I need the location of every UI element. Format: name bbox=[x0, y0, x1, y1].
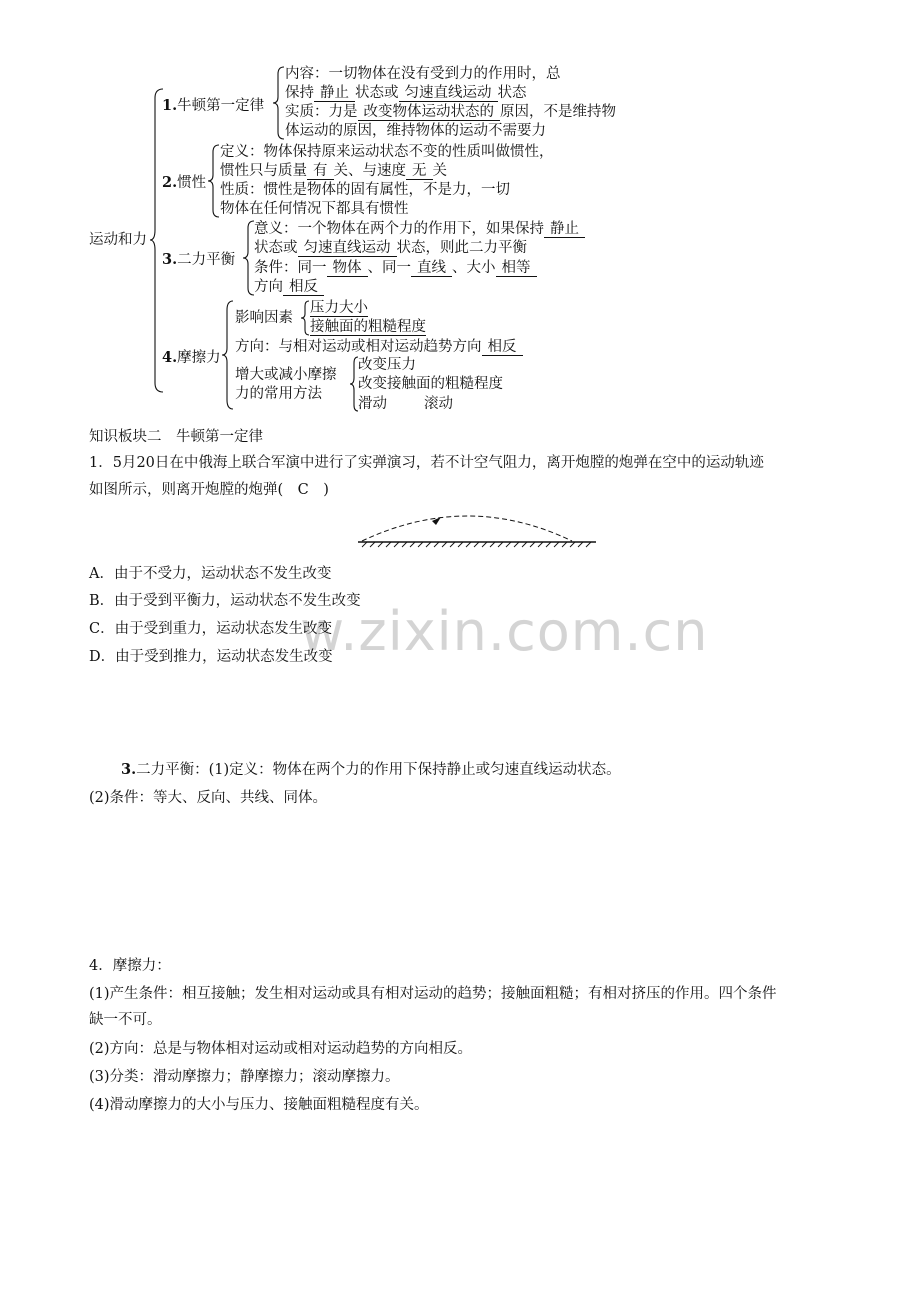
question-stem-2: 如图所示，则离开炮膛的炮弹( C ) bbox=[89, 482, 329, 498]
newton-line4: 体运动的原因，维持物体的运动不需要力 bbox=[285, 123, 546, 139]
inertia-line1: 定义：物体保持原来运动状态不变的性质叫做惯性， bbox=[220, 144, 554, 160]
blank-has: 有 bbox=[307, 163, 334, 180]
friction-brace bbox=[222, 300, 234, 410]
text: 状态，则此二力平衡 bbox=[396, 240, 527, 256]
friction-num: 4. bbox=[162, 349, 178, 366]
inertia-brace bbox=[208, 144, 220, 218]
factor-pressure bbox=[310, 299, 368, 318]
note3-line2: (2)条件：等大、反向、共线、同体。 bbox=[89, 790, 328, 806]
blank-change-state: 改变物体运动状态的 bbox=[358, 104, 501, 121]
text: 、大小 bbox=[452, 260, 496, 276]
text: 条件：同一 bbox=[254, 260, 327, 276]
friction-title: 摩擦力 bbox=[177, 350, 221, 366]
note3-line1 bbox=[121, 760, 621, 780]
text: 原因，不是维持物 bbox=[500, 104, 616, 120]
blank-uniform-motion: 匀速直线运动 bbox=[298, 240, 397, 257]
inertia-heading bbox=[162, 173, 206, 193]
balance-line2 bbox=[254, 239, 527, 258]
text: 状态或 bbox=[254, 240, 298, 256]
trajectory-figure bbox=[350, 505, 600, 550]
text: 关、与速度 bbox=[333, 163, 406, 179]
newton-brace bbox=[273, 66, 285, 140]
blank-opposite: 相反 bbox=[283, 279, 324, 296]
method-roughness: 改变接触面的粗糙程度 bbox=[358, 376, 503, 392]
text: 状态或 bbox=[355, 85, 399, 101]
note4-p3: (3)分类：滑动摩擦力；静摩擦力；滚动摩擦力。 bbox=[89, 1069, 400, 1085]
friction-heading bbox=[162, 348, 221, 368]
note4-p2: (2)方向：总是与物体相对运动或相对运动趋势的方向相反。 bbox=[89, 1041, 473, 1057]
factor-roughness bbox=[310, 318, 426, 337]
text: 关 bbox=[432, 163, 447, 179]
blank-static: 静止 bbox=[314, 85, 355, 102]
balance-title: 二力平衡 bbox=[177, 252, 236, 268]
text: 压力大小 bbox=[310, 300, 368, 316]
text: 状态 bbox=[497, 85, 527, 101]
inertia-line3: 性质：惯性是物体的固有属性，不是力，一切 bbox=[220, 182, 510, 198]
method-sliding: 滑动 bbox=[358, 396, 387, 412]
note4-title: 4．摩擦力： bbox=[89, 958, 171, 974]
balance-line1 bbox=[254, 220, 585, 239]
option-c: C．由于受到重力，运动状态发生改变 bbox=[89, 621, 333, 637]
text: 实质：力是 bbox=[285, 104, 358, 120]
blank-none: 无 bbox=[406, 163, 433, 180]
text: 方向 bbox=[254, 279, 283, 295]
blank-equal: 相等 bbox=[496, 260, 537, 277]
friction-factors-label: 影响因素 bbox=[235, 310, 293, 326]
inertia-line4: 物体在任何情况下都具有惯性 bbox=[220, 201, 409, 217]
balance-line3 bbox=[254, 259, 537, 278]
blank-uniform-motion: 匀速直线运动 bbox=[399, 85, 498, 102]
ground-hatch bbox=[362, 542, 591, 547]
note4-p1a: (1)产生条件：相互接触；发生相对运动或具有相对运动的趋势；接触面粗糙；有相对挤压的作用。四个条件 bbox=[89, 986, 777, 1002]
text: 惯性只与质量 bbox=[220, 163, 307, 179]
watermark: w.zixin.com.cn bbox=[300, 600, 709, 663]
newton-line3 bbox=[285, 103, 616, 122]
blank-opposite: 相反 bbox=[482, 339, 523, 356]
blank-static: 静止 bbox=[544, 221, 585, 238]
text: 意义：一个物体在两个力的作用下，如果保持 bbox=[254, 221, 544, 237]
text: 二力平衡：(1)定义：物体在两个力的作用下保持静止或匀速直线运动状态。 bbox=[136, 762, 621, 778]
newton-line1: 内容：一切物体在没有受到力的作用时，总 bbox=[285, 66, 561, 82]
note4-p1b: 缺一不可。 bbox=[89, 1012, 162, 1028]
balance-num: 3. bbox=[162, 251, 178, 268]
text: 方向：与相对运动或相对运动趋势方向 bbox=[235, 339, 482, 355]
text: 接触面的粗糙程度 bbox=[310, 319, 426, 335]
newton-title: 牛顿第一定律 bbox=[177, 98, 265, 114]
section-title: 知识板块二 牛顿第一定律 bbox=[89, 429, 263, 445]
option-b: B．由于受到平衡力，运动状态不发生改变 bbox=[89, 593, 361, 609]
methods-label-1: 增大或减小摩擦 bbox=[235, 367, 337, 383]
factors-brace bbox=[300, 300, 310, 336]
text: 、同一 bbox=[367, 260, 411, 276]
note3-num: 3. bbox=[121, 761, 137, 778]
newton-line2 bbox=[285, 84, 527, 103]
inertia-line2 bbox=[220, 162, 447, 181]
option-a: A．由于不受力，运动状态不发生改变 bbox=[89, 566, 332, 582]
blank-object: 物体 bbox=[327, 260, 368, 277]
trajectory-curve bbox=[362, 516, 572, 541]
friction-direction bbox=[235, 338, 523, 357]
note4-p4: (4)滑动摩擦力的大小与压力、接触面粗糙程度有关。 bbox=[89, 1097, 429, 1113]
method-pressure: 改变压力 bbox=[358, 357, 416, 373]
option-d: D．由于受到推力，运动状态发生改变 bbox=[89, 649, 333, 665]
balance-heading bbox=[162, 250, 235, 270]
text: 保持 bbox=[285, 85, 314, 101]
newton-law-heading bbox=[162, 96, 264, 116]
methods-label-2: 力的常用方法 bbox=[235, 386, 322, 402]
blank-line: 直线 bbox=[411, 260, 452, 277]
inertia-num: 2. bbox=[162, 174, 178, 191]
tree-root: 运动和力 bbox=[89, 232, 147, 248]
method-rolling: 滚动 bbox=[424, 396, 453, 412]
balance-line4 bbox=[254, 278, 324, 297]
inertia-title: 惯性 bbox=[177, 175, 207, 191]
newton-num: 1. bbox=[162, 97, 178, 114]
question-stem-1: 1．5月20日在中俄海上联合军演中进行了实弹演习，若不计空气阻力，离开炮膛的炮弹在空中的运动轨迹 bbox=[89, 455, 764, 471]
